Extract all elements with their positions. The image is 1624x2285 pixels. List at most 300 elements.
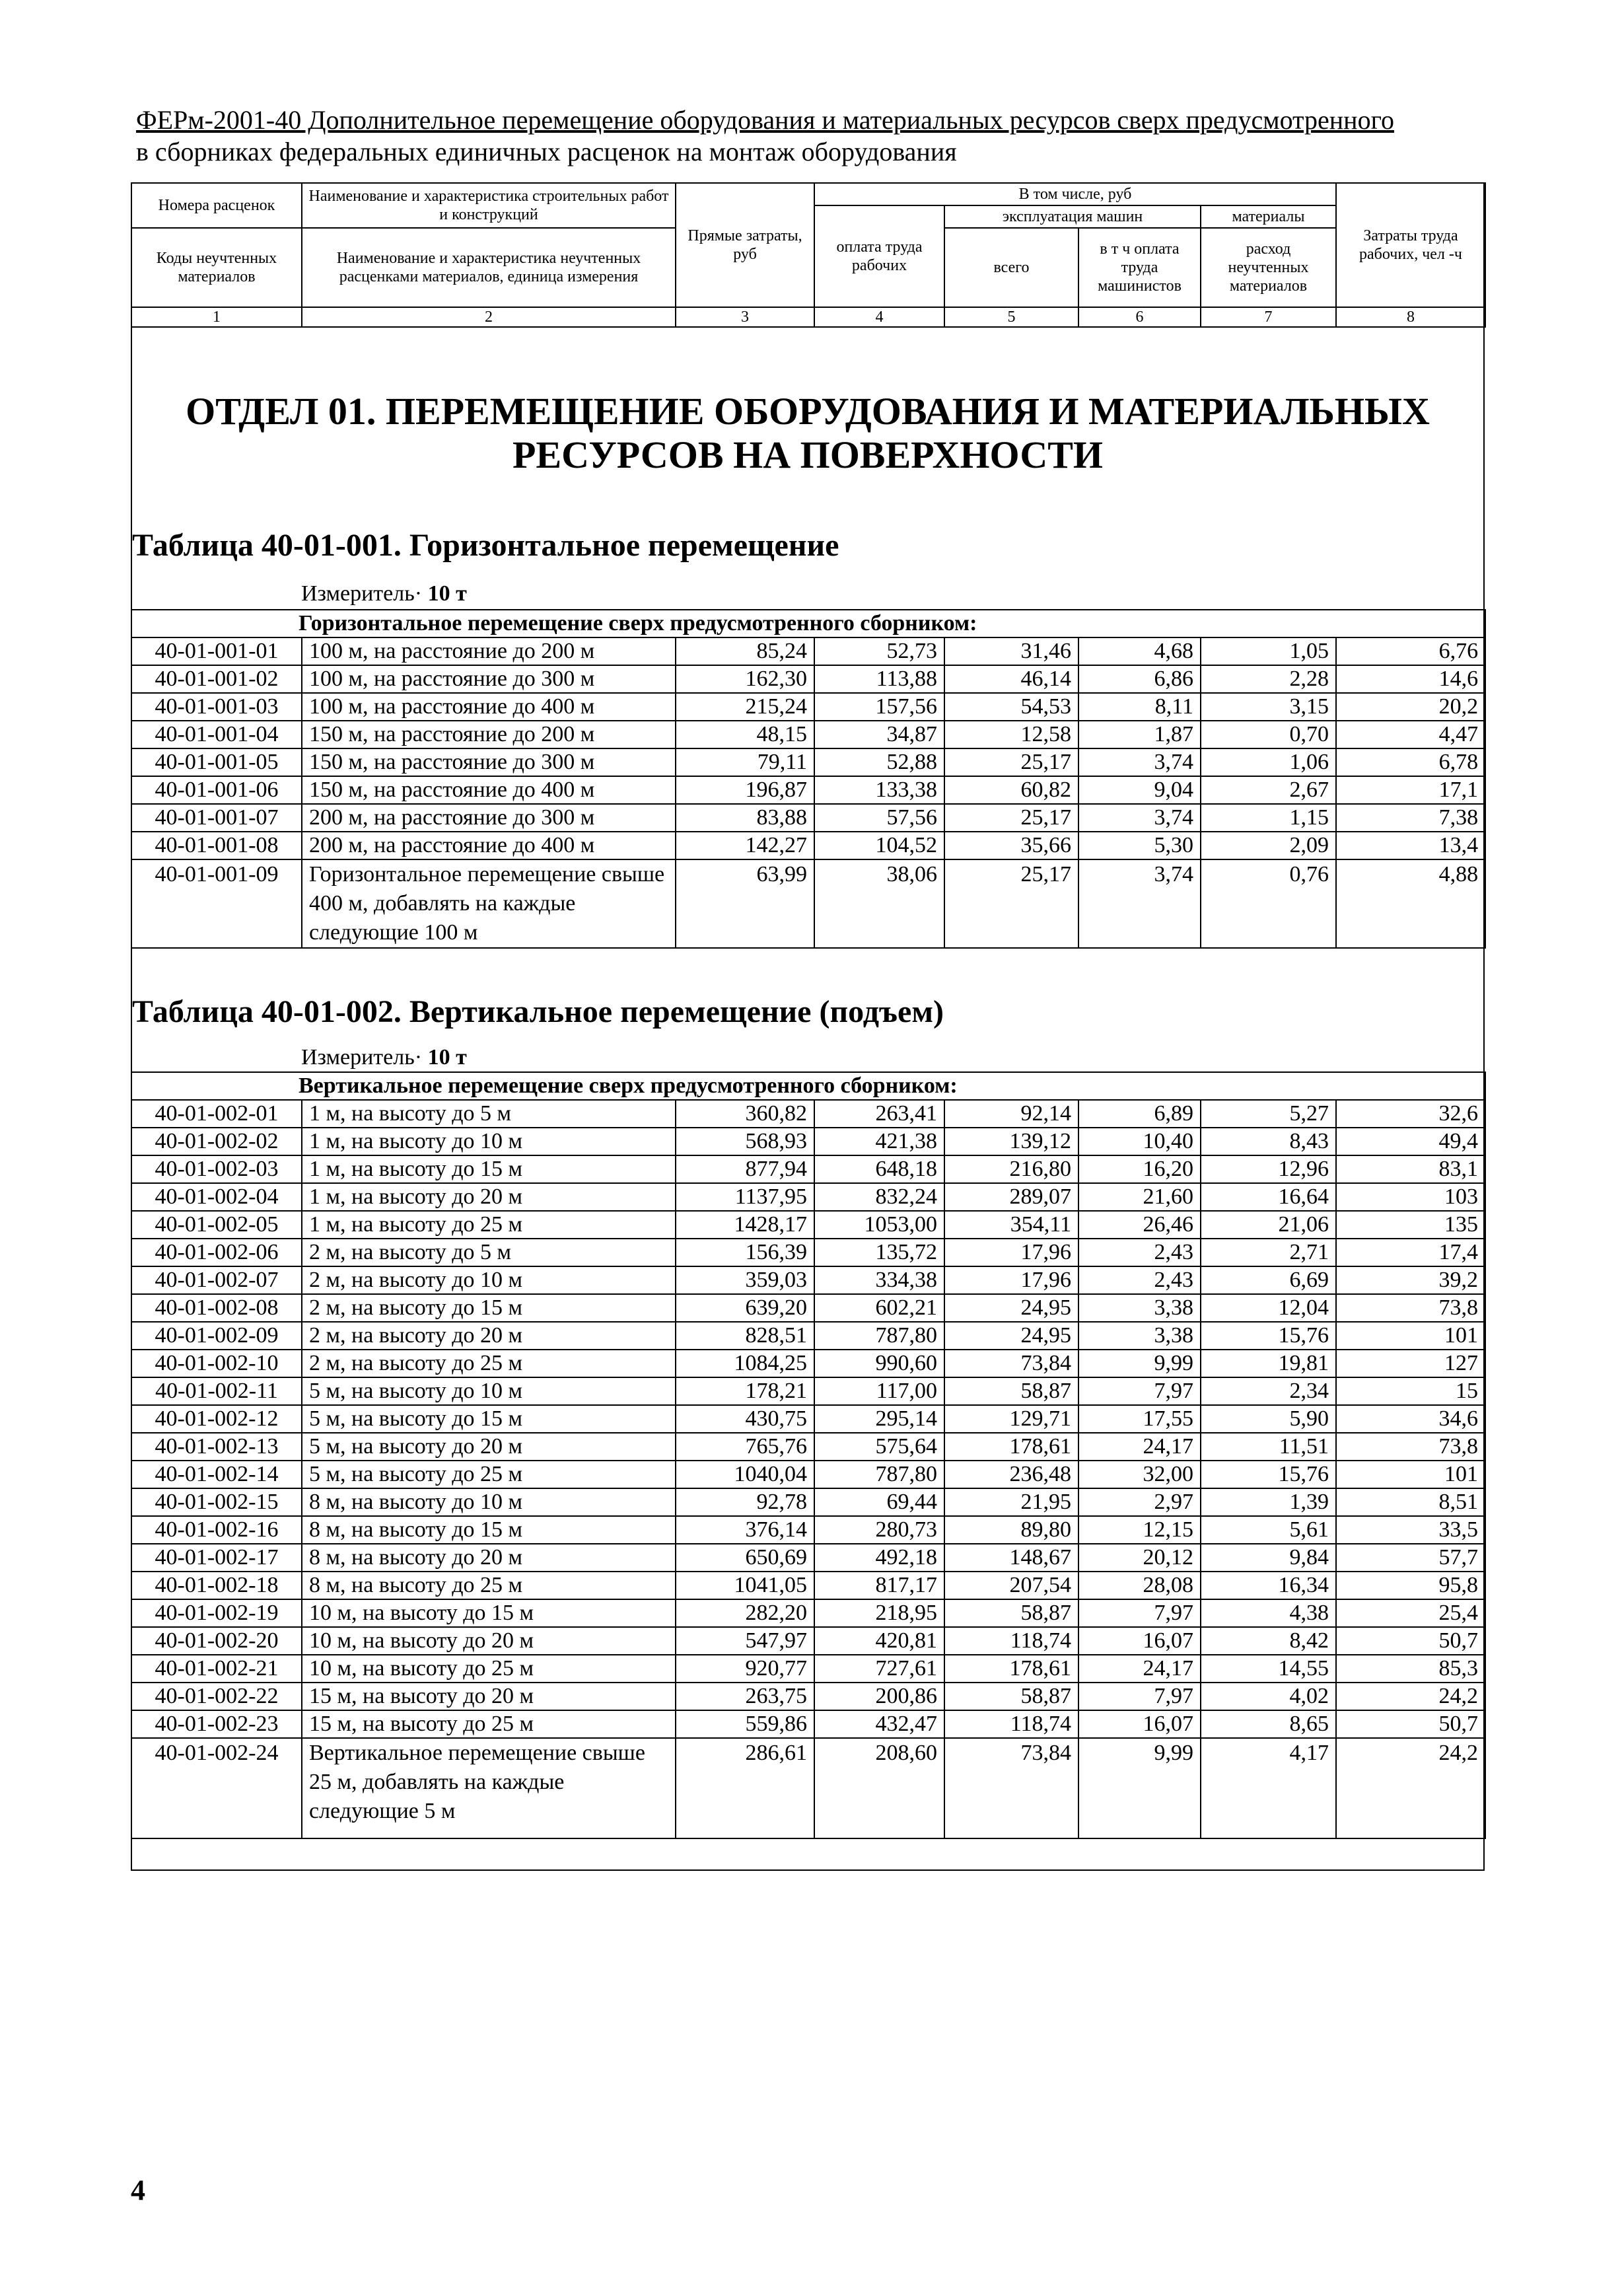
rate-code-cell: 40-01-002-10 (131, 1350, 302, 1377)
wages-cell: 157,56 (814, 693, 944, 721)
table-row (131, 1433, 1485, 1461)
header-work-name: Наименование и характеристика строительных работ и конструкций (302, 183, 676, 228)
column-number: 3 (676, 307, 814, 327)
labor-hours-cell: 4,47 (1336, 721, 1485, 748)
rate-code-cell: 40-01-002-14 (131, 1461, 302, 1488)
operator-wages-cell: 16,20 (1078, 1155, 1201, 1183)
work-name-cell: Горизонтальное перемещение свыше 400 м, добавлять на каждые следующие 100 м (302, 859, 676, 948)
labor-hours-cell: 34,6 (1336, 1405, 1485, 1433)
labor-hours-cell: 57,7 (1336, 1544, 1485, 1572)
material-usage-cell: 5,61 (1201, 1516, 1336, 1544)
operator-wages-cell: 6,86 (1078, 665, 1201, 693)
machines-total-cell: 118,74 (944, 1627, 1078, 1655)
header-machines-total: всего (944, 228, 1078, 307)
direct-costs-cell: 156,39 (676, 1239, 814, 1266)
rate-code-cell: 40-01-002-05 (131, 1211, 302, 1239)
wages-cell: 52,73 (814, 637, 944, 665)
machines-total-cell: 25,17 (944, 804, 1078, 832)
machines-total-cell: 25,17 (944, 748, 1078, 776)
work-name-cell: 5 м, на высоту до 25 м (302, 1461, 676, 1488)
table-row (131, 1544, 1485, 1572)
material-usage-cell: 11,51 (1201, 1433, 1336, 1461)
machines-total-cell: 73,84 (944, 1350, 1078, 1377)
wages-cell: 832,24 (814, 1183, 944, 1211)
wages-cell: 263,41 (814, 1100, 944, 1128)
operator-wages-cell: 5,30 (1078, 832, 1201, 859)
direct-costs-cell: 282,20 (676, 1599, 814, 1627)
wages-cell: 787,80 (814, 1322, 944, 1350)
rate-code-cell: 40-01-002-09 (131, 1322, 302, 1350)
operator-wages-cell: 21,60 (1078, 1183, 1201, 1211)
machines-total-cell: 24,95 (944, 1322, 1078, 1350)
direct-costs-cell: 286,61 (676, 1738, 814, 1838)
table-row (131, 637, 1485, 665)
wages-cell: 817,17 (814, 1572, 944, 1599)
wages-cell: 135,72 (814, 1239, 944, 1266)
material-usage-cell: 16,64 (1201, 1183, 1336, 1211)
rate-code-cell: 40-01-002-19 (131, 1599, 302, 1627)
direct-costs-cell: 376,14 (676, 1516, 814, 1544)
material-usage-cell: 4,38 (1201, 1599, 1336, 1627)
material-usage-cell: 4,02 (1201, 1683, 1336, 1710)
rate-code-cell: 40-01-002-06 (131, 1239, 302, 1266)
page-number: 4 (131, 2174, 145, 2206)
header-materials: материалы (1201, 205, 1336, 228)
wages-cell: 334,38 (814, 1266, 944, 1294)
direct-costs-cell: 263,75 (676, 1683, 814, 1710)
header-direct-costs: Прямые затраты, руб (676, 183, 814, 307)
wages-cell: 787,80 (814, 1461, 944, 1488)
table-row (131, 1627, 1485, 1655)
rate-code-cell: 40-01-002-16 (131, 1516, 302, 1544)
rate-code-cell: 40-01-001-06 (131, 776, 302, 804)
wages-cell: 69,44 (814, 1488, 944, 1516)
machines-total-cell: 92,14 (944, 1100, 1078, 1128)
rate-code-cell: 40-01-002-11 (131, 1377, 302, 1405)
header-rate-number: Номера расценок (131, 183, 302, 228)
labor-hours-cell: 4,88 (1336, 859, 1485, 948)
work-name-cell: 10 м, на высоту до 15 м (302, 1599, 676, 1627)
operator-wages-cell: 17,55 (1078, 1405, 1201, 1433)
operator-wages-cell: 3,38 (1078, 1294, 1201, 1322)
work-name-cell: 1 м, на высоту до 20 м (302, 1183, 676, 1211)
work-name-cell: 8 м, на высоту до 25 м (302, 1572, 676, 1599)
direct-costs-cell: 92,78 (676, 1488, 814, 1516)
material-usage-cell: 15,76 (1201, 1461, 1336, 1488)
rate-code-cell: 40-01-001-03 (131, 693, 302, 721)
machines-total-cell: 89,80 (944, 1516, 1078, 1544)
table-row (131, 1183, 1485, 1211)
operator-wages-cell: 24,17 (1078, 1433, 1201, 1461)
material-usage-cell: 8,65 (1201, 1710, 1336, 1738)
table-row (131, 1655, 1485, 1683)
machines-total-cell: 46,14 (944, 665, 1078, 693)
operator-wages-cell: 8,11 (1078, 693, 1201, 721)
direct-costs-cell: 359,03 (676, 1266, 814, 1294)
direct-costs-cell: 63,99 (676, 859, 814, 948)
rate-code-cell: 40-01-002-04 (131, 1183, 302, 1211)
direct-costs-cell: 1428,17 (676, 1211, 814, 1239)
labor-hours-cell: 17,1 (1336, 776, 1485, 804)
rate-code-cell: 40-01-002-03 (131, 1155, 302, 1183)
table-row (131, 776, 1485, 804)
measure-label: Измеритель· (301, 1045, 423, 1070)
rate-code-cell: 40-01-002-22 (131, 1683, 302, 1710)
machines-total-cell: 118,74 (944, 1710, 1078, 1738)
wages-cell: 575,64 (814, 1433, 944, 1461)
column-header-table (131, 182, 1486, 328)
header-wages: оплата труда рабочих (814, 205, 944, 307)
header-material-usage: расход неучтенных материалов (1201, 228, 1336, 307)
wages-cell: 280,73 (814, 1516, 944, 1544)
rate-code-cell: 40-01-001-08 (131, 832, 302, 859)
machines-total-cell: 58,87 (944, 1683, 1078, 1710)
direct-costs-cell: 639,20 (676, 1294, 814, 1322)
wages-cell: 990,60 (814, 1350, 944, 1377)
labor-hours-cell: 25,4 (1336, 1599, 1485, 1627)
operator-wages-cell: 6,89 (1078, 1100, 1201, 1128)
work-name-cell: 2 м, на высоту до 10 м (302, 1266, 676, 1294)
labor-hours-cell: 101 (1336, 1461, 1485, 1488)
rate-code-cell: 40-01-001-07 (131, 804, 302, 832)
wages-cell: 295,14 (814, 1405, 944, 1433)
wages-cell: 218,95 (814, 1599, 944, 1627)
header-operator-wages: в т ч оплата труда машинистов (1078, 228, 1201, 307)
rate-code-cell: 40-01-001-02 (131, 665, 302, 693)
machines-total-cell: 178,61 (944, 1655, 1078, 1683)
operator-wages-cell: 9,04 (1078, 776, 1201, 804)
direct-costs-cell: 215,24 (676, 693, 814, 721)
labor-hours-cell: 14,6 (1336, 665, 1485, 693)
table2-data (131, 1071, 1486, 1839)
labor-hours-cell: 135 (1336, 1211, 1485, 1239)
material-usage-cell: 0,76 (1201, 859, 1336, 948)
direct-costs-cell: 828,51 (676, 1322, 814, 1350)
table-row (131, 1266, 1485, 1294)
table-row (131, 1128, 1485, 1155)
table-row (131, 1488, 1485, 1516)
labor-hours-cell: 32,6 (1336, 1100, 1485, 1128)
machines-total-cell: 129,71 (944, 1405, 1078, 1433)
labor-hours-cell: 95,8 (1336, 1572, 1485, 1599)
direct-costs-cell: 196,87 (676, 776, 814, 804)
column-number: 7 (1201, 307, 1336, 327)
material-usage-cell: 1,15 (1201, 804, 1336, 832)
work-name-cell: Вертикальное перемещение свыше 25 м, добавлять на каждые следующие 5 м (302, 1738, 676, 1838)
labor-hours-cell: 24,2 (1336, 1738, 1485, 1838)
labor-hours-cell: 33,5 (1336, 1516, 1485, 1544)
table2-title: Таблица 40-01-002. Вертикальное перемещение (подъем) (132, 994, 944, 1029)
material-usage-cell: 6,69 (1201, 1266, 1336, 1294)
column-number: 8 (1336, 307, 1485, 327)
labor-hours-cell: 49,4 (1336, 1128, 1485, 1155)
direct-costs-cell: 162,30 (676, 665, 814, 693)
work-name-cell: 2 м, на высоту до 15 м (302, 1294, 676, 1322)
direct-costs-cell: 765,76 (676, 1433, 814, 1461)
table-row (131, 1461, 1485, 1488)
machines-total-cell: 21,95 (944, 1488, 1078, 1516)
wages-cell: 421,38 (814, 1128, 944, 1155)
operator-wages-cell: 4,68 (1078, 637, 1201, 665)
material-usage-cell: 12,04 (1201, 1294, 1336, 1322)
operator-wages-cell: 7,97 (1078, 1377, 1201, 1405)
work-name-cell: 8 м, на высоту до 20 м (302, 1544, 676, 1572)
machines-total-cell: 58,87 (944, 1377, 1078, 1405)
material-usage-cell: 4,17 (1201, 1738, 1336, 1838)
material-usage-cell: 2,28 (1201, 665, 1336, 693)
machines-total-cell: 60,82 (944, 776, 1078, 804)
material-usage-cell: 21,06 (1201, 1211, 1336, 1239)
labor-hours-cell: 83,1 (1336, 1155, 1485, 1183)
labor-hours-cell: 8,51 (1336, 1488, 1485, 1516)
operator-wages-cell: 9,99 (1078, 1738, 1201, 1838)
labor-hours-cell: 50,7 (1336, 1710, 1485, 1738)
rate-code-cell: 40-01-001-01 (131, 637, 302, 665)
table-row (131, 859, 1485, 948)
direct-costs-cell: 568,93 (676, 1128, 814, 1155)
work-name-cell: 1 м, на высоту до 15 м (302, 1155, 676, 1183)
material-usage-cell: 19,81 (1201, 1350, 1336, 1377)
machines-total-cell: 25,17 (944, 859, 1078, 948)
labor-hours-cell: 13,4 (1336, 832, 1485, 859)
header-material-names: Наименование и характеристика неучтенных расценками материалов, единица измерения (302, 228, 676, 307)
labor-hours-cell: 6,76 (1336, 637, 1485, 665)
machines-total-cell: 216,80 (944, 1155, 1078, 1183)
operator-wages-cell: 20,12 (1078, 1544, 1201, 1572)
work-name-cell: 200 м, на расстояние до 300 м (302, 804, 676, 832)
table-subheader: Горизонтальное перемещение сверх предусмотренного сборником: (131, 610, 1485, 637)
direct-costs-cell: 1041,05 (676, 1572, 814, 1599)
operator-wages-cell: 3,74 (1078, 748, 1201, 776)
direct-costs-cell: 547,97 (676, 1627, 814, 1655)
direct-costs-cell: 877,94 (676, 1155, 814, 1183)
table1-data (131, 609, 1486, 949)
wages-cell: 104,52 (814, 832, 944, 859)
labor-hours-cell: 73,8 (1336, 1433, 1485, 1461)
work-name-cell: 2 м, на высоту до 20 м (302, 1322, 676, 1350)
operator-wages-cell: 2,43 (1078, 1266, 1201, 1294)
operator-wages-cell: 2,97 (1078, 1488, 1201, 1516)
wages-cell: 200,86 (814, 1683, 944, 1710)
operator-wages-cell: 12,15 (1078, 1516, 1201, 1544)
work-name-cell: 15 м, на высоту до 25 м (302, 1710, 676, 1738)
wages-cell: 133,38 (814, 776, 944, 804)
table-row (131, 1100, 1485, 1128)
table-row (131, 693, 1485, 721)
direct-costs-cell: 1137,95 (676, 1183, 814, 1211)
rate-code-cell: 40-01-002-20 (131, 1627, 302, 1655)
direct-costs-cell: 178,21 (676, 1377, 814, 1405)
operator-wages-cell: 28,08 (1078, 1572, 1201, 1599)
material-usage-cell: 1,05 (1201, 637, 1336, 665)
work-name-cell: 150 м, на расстояние до 400 м (302, 776, 676, 804)
rate-code-cell: 40-01-002-24 (131, 1738, 302, 1838)
work-name-cell: 200 м, на расстояние до 400 м (302, 832, 676, 859)
table-row (131, 804, 1485, 832)
column-number: 4 (814, 307, 944, 327)
wages-cell: 34,87 (814, 721, 944, 748)
operator-wages-cell: 3,74 (1078, 804, 1201, 832)
table-row (131, 721, 1485, 748)
operator-wages-cell: 32,00 (1078, 1461, 1201, 1488)
wages-cell: 38,06 (814, 859, 944, 948)
table2-measure (301, 1045, 467, 1070)
labor-hours-cell: 7,38 (1336, 804, 1485, 832)
wages-cell: 208,60 (814, 1738, 944, 1838)
material-usage-cell: 15,76 (1201, 1322, 1336, 1350)
operator-wages-cell: 3,74 (1078, 859, 1201, 948)
direct-costs-cell: 430,75 (676, 1405, 814, 1433)
rate-code-cell: 40-01-002-12 (131, 1405, 302, 1433)
machines-total-cell: 54,53 (944, 693, 1078, 721)
material-usage-cell: 16,34 (1201, 1572, 1336, 1599)
measure-value: 10 т (427, 581, 467, 606)
work-name-cell: 100 м, на расстояние до 300 м (302, 665, 676, 693)
direct-costs-cell: 920,77 (676, 1655, 814, 1683)
table-row (131, 1516, 1485, 1544)
direct-costs-cell: 650,69 (676, 1544, 814, 1572)
rate-code-cell: 40-01-001-05 (131, 748, 302, 776)
direct-costs-cell: 142,27 (676, 832, 814, 859)
labor-hours-cell: 85,3 (1336, 1655, 1485, 1683)
material-usage-cell: 2,71 (1201, 1239, 1336, 1266)
rate-code-cell: 40-01-002-01 (131, 1100, 302, 1128)
wages-cell: 492,18 (814, 1544, 944, 1572)
document-title: ФЕРм-2001-40 Дополнительное перемещение оборудования и материальных ресурсов сверх предусмотренного (136, 105, 1394, 135)
rate-code-cell: 40-01-002-13 (131, 1433, 302, 1461)
work-name-cell: 1 м, на высоту до 5 м (302, 1100, 676, 1128)
material-usage-cell: 1,39 (1201, 1488, 1336, 1516)
labor-hours-cell: 127 (1336, 1350, 1485, 1377)
labor-hours-cell: 6,78 (1336, 748, 1485, 776)
material-usage-cell: 5,90 (1201, 1405, 1336, 1433)
measure-label: Измеритель· (301, 581, 423, 606)
rate-code-cell: 40-01-002-08 (131, 1294, 302, 1322)
rate-code-cell: 40-01-002-07 (131, 1266, 302, 1294)
wages-cell: 113,88 (814, 665, 944, 693)
operator-wages-cell: 7,97 (1078, 1599, 1201, 1627)
table-row (131, 1322, 1485, 1350)
material-usage-cell: 2,67 (1201, 776, 1336, 804)
header-machines: эксплуатация машин (944, 205, 1201, 228)
work-name-cell: 150 м, на расстояние до 300 м (302, 748, 676, 776)
machines-total-cell: 148,67 (944, 1544, 1078, 1572)
material-usage-cell: 1,06 (1201, 748, 1336, 776)
rate-code-cell: 40-01-002-02 (131, 1128, 302, 1155)
labor-hours-cell: 101 (1336, 1322, 1485, 1350)
table-row (131, 1239, 1485, 1266)
table-row (131, 1599, 1485, 1627)
rate-code-cell: 40-01-002-23 (131, 1710, 302, 1738)
material-usage-cell: 5,27 (1201, 1100, 1336, 1128)
wages-cell: 602,21 (814, 1294, 944, 1322)
table-subheader-row (131, 610, 1485, 637)
material-usage-cell: 12,96 (1201, 1155, 1336, 1183)
labor-hours-cell: 17,4 (1336, 1239, 1485, 1266)
machines-total-cell: 17,96 (944, 1239, 1078, 1266)
operator-wages-cell: 10,40 (1078, 1128, 1201, 1155)
rate-code-cell: 40-01-001-09 (131, 859, 302, 948)
rate-code-cell: 40-01-002-15 (131, 1488, 302, 1516)
table-row (131, 1738, 1485, 1838)
work-name-cell: 10 м, на высоту до 25 м (302, 1655, 676, 1683)
labor-hours-cell: 20,2 (1336, 693, 1485, 721)
table-row (131, 1155, 1485, 1183)
direct-costs-cell: 85,24 (676, 637, 814, 665)
direct-costs-cell: 48,15 (676, 721, 814, 748)
machines-total-cell: 58,87 (944, 1599, 1078, 1627)
machines-total-cell: 354,11 (944, 1211, 1078, 1239)
work-name-cell: 2 м, на высоту до 5 м (302, 1239, 676, 1266)
operator-wages-cell: 16,07 (1078, 1627, 1201, 1655)
column-number: 5 (944, 307, 1078, 327)
wages-cell: 432,47 (814, 1710, 944, 1738)
table-row (131, 1350, 1485, 1377)
material-usage-cell: 9,84 (1201, 1544, 1336, 1572)
table-subheader: Вертикальное перемещение сверх предусмотренного сборником: (131, 1072, 1485, 1100)
work-name-cell: 100 м, на расстояние до 200 м (302, 637, 676, 665)
table-row (131, 748, 1485, 776)
direct-costs-cell: 79,11 (676, 748, 814, 776)
rate-code-cell: 40-01-001-04 (131, 721, 302, 748)
material-usage-cell: 8,42 (1201, 1627, 1336, 1655)
material-usage-cell: 2,09 (1201, 832, 1336, 859)
work-name-cell: 2 м, на высоту до 25 м (302, 1350, 676, 1377)
operator-wages-cell: 7,97 (1078, 1683, 1201, 1710)
operator-wages-cell: 16,07 (1078, 1710, 1201, 1738)
operator-wages-cell: 1,87 (1078, 721, 1201, 748)
material-usage-cell: 14,55 (1201, 1655, 1336, 1683)
labor-hours-cell: 103 (1336, 1183, 1485, 1211)
table1-measure (301, 581, 467, 606)
document-subtitle: в сборниках федеральных единичных расценок на монтаж оборудования (136, 137, 957, 166)
table-subheader-row (131, 1072, 1485, 1100)
table-row (131, 1405, 1485, 1433)
operator-wages-cell: 24,17 (1078, 1655, 1201, 1683)
table-row (131, 1294, 1485, 1322)
table-row (131, 1377, 1485, 1405)
work-name-cell: 5 м, на высоту до 15 м (302, 1405, 676, 1433)
operator-wages-cell: 26,46 (1078, 1211, 1201, 1239)
labor-hours-cell: 39,2 (1336, 1266, 1485, 1294)
material-usage-cell: 0,70 (1201, 721, 1336, 748)
labor-hours-cell: 50,7 (1336, 1627, 1485, 1655)
work-name-cell: 100 м, на расстояние до 400 м (302, 693, 676, 721)
wages-cell: 52,88 (814, 748, 944, 776)
column-number-row (131, 307, 1485, 327)
work-name-cell: 8 м, на высоту до 10 м (302, 1488, 676, 1516)
machines-total-cell: 17,96 (944, 1266, 1078, 1294)
direct-costs-cell: 559,86 (676, 1710, 814, 1738)
operator-wages-cell: 2,43 (1078, 1239, 1201, 1266)
wages-cell: 420,81 (814, 1627, 944, 1655)
measure-value: 10 т (427, 1045, 467, 1070)
machines-total-cell: 12,58 (944, 721, 1078, 748)
table-row (131, 1211, 1485, 1239)
direct-costs-cell: 1040,04 (676, 1461, 814, 1488)
work-name-cell: 15 м, на высоту до 20 м (302, 1683, 676, 1710)
machines-total-cell: 139,12 (944, 1128, 1078, 1155)
column-number: 6 (1078, 307, 1201, 327)
header-labor-hours: Затраты труда рабочих, чел -ч (1336, 183, 1485, 307)
work-name-cell: 1 м, на высоту до 10 м (302, 1128, 676, 1155)
machines-total-cell: 35,66 (944, 832, 1078, 859)
machines-total-cell: 236,48 (944, 1461, 1078, 1488)
machines-total-cell: 289,07 (944, 1183, 1078, 1211)
work-name-cell: 8 м, на высоту до 15 м (302, 1516, 676, 1544)
table-row (131, 1710, 1485, 1738)
section-title: ОТДЕЛ 01. ПЕРЕМЕЩЕНИЕ ОБОРУДОВАНИЯ И МАТЕРИАЛЬНЫХ РЕСУРСОВ НА ПОВЕРХНОСТИ (186, 390, 1430, 476)
